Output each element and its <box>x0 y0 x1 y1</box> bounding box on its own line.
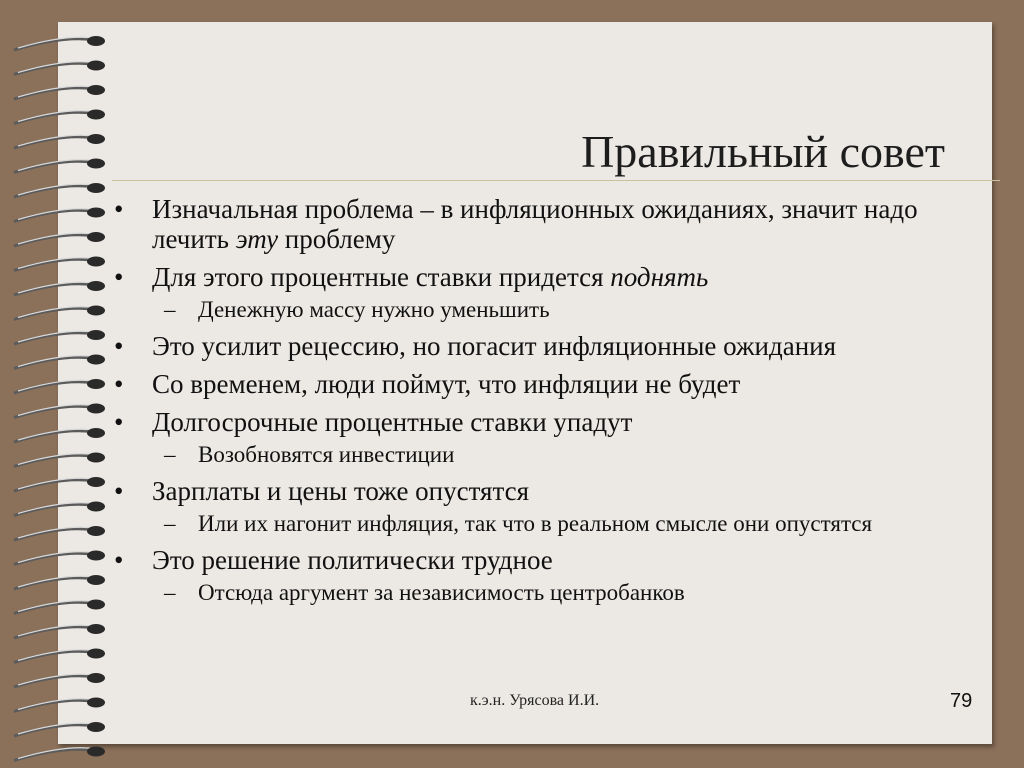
bullet-marker: • <box>114 262 124 292</box>
bullet-marker: • <box>114 194 124 224</box>
spiral-wire <box>14 406 96 417</box>
bullet-text-segment: Это усилит рецессию, но погасит инфляционные ожидания <box>152 331 837 361</box>
spiral-wire <box>14 259 96 270</box>
bullet-text-emphasis: поднять <box>610 262 709 292</box>
spiral-hole <box>87 85 105 95</box>
bullet-text <box>152 476 529 506</box>
spiral-hole <box>87 232 105 242</box>
bullet-text <box>152 331 836 361</box>
spiral-hole <box>87 747 105 757</box>
sub-bullet-text: Возобновятся инвестиции <box>198 442 455 467</box>
bullet-text <box>152 545 553 575</box>
spiral-wire <box>14 235 96 246</box>
spiral-hole <box>87 673 105 683</box>
notebook-spiral-icon <box>0 0 120 768</box>
spiral-wire <box>14 210 96 221</box>
spiral-hole <box>87 404 105 414</box>
bullet-item <box>112 194 962 254</box>
spiral-hole <box>87 379 105 389</box>
spiral-hole <box>87 257 105 267</box>
bullet-item <box>112 545 962 606</box>
page-number: 79 <box>950 690 973 712</box>
spiral-wire <box>14 63 96 74</box>
title-divider <box>112 180 1000 181</box>
spiral-wire <box>14 651 96 662</box>
spiral-wire <box>14 725 96 736</box>
spiral-hole <box>87 355 105 365</box>
sub-bullet-item <box>152 510 962 537</box>
spiral-wire <box>14 333 96 344</box>
spiral-hole <box>87 698 105 708</box>
sub-bullet-dash: – <box>164 297 176 322</box>
spiral-wire <box>14 284 96 295</box>
bullet-item <box>112 369 962 399</box>
sub-bullet-dash: – <box>164 580 176 605</box>
spiral-wire <box>14 578 96 589</box>
sub-bullet-list <box>152 579 962 606</box>
spiral-hole <box>87 330 105 340</box>
bullet-item <box>112 331 962 361</box>
spiral-hole <box>87 649 105 659</box>
slide-title: Правильный совет <box>581 126 945 177</box>
spiral-hole <box>87 502 105 512</box>
bullet-marker: • <box>114 331 124 361</box>
footer-author: к.э.н. Урясова И.И. <box>470 692 600 709</box>
bullet-marker: • <box>114 545 124 575</box>
spiral-hole <box>87 428 105 438</box>
spiral-hole <box>87 575 105 585</box>
bullet-list-container <box>112 190 962 606</box>
bullet-item <box>112 262 962 323</box>
sub-bullet-text: Денежную массу нужно уменьшить <box>198 297 550 322</box>
sub-bullet-item <box>152 441 962 468</box>
spiral-wire <box>14 553 96 564</box>
bullet-text-segment: Со временем, люди поймут, что инфляции не будет <box>152 369 741 399</box>
spiral-wire <box>14 504 96 515</box>
spiral-hole <box>87 183 105 193</box>
bullet-text <box>152 407 632 437</box>
spiral-wire <box>14 382 96 393</box>
spiral-wire <box>14 529 96 540</box>
spiral-hole <box>87 36 105 46</box>
spiral-wire <box>14 676 96 687</box>
bullet-text-segment: Это решение политически трудное <box>152 545 553 575</box>
sub-bullet-item <box>152 296 962 323</box>
bullet-text-segment: проблему <box>278 224 396 254</box>
bullet-marker: • <box>114 476 124 506</box>
sub-bullet-text: Или их нагонит инфляция, так что в реальном смысле они опустятся <box>198 511 873 536</box>
spiral-wire <box>14 627 96 638</box>
bullet-text <box>152 262 708 292</box>
bullet-text-segment: Долгосрочные процентные ставки упадут <box>152 407 633 437</box>
spiral-wire <box>14 700 96 711</box>
spiral-hole <box>87 600 105 610</box>
bullet-text-segment: Изначальная проблема – в инфляционных ожиданиях, значит надо лечить <box>152 194 918 254</box>
spiral-hole <box>87 551 105 561</box>
spiral-hole <box>87 281 105 291</box>
spiral-hole <box>87 526 105 536</box>
bullet-list <box>112 194 962 606</box>
sub-bullet-item <box>152 579 962 606</box>
spiral-hole <box>87 453 105 463</box>
spiral-wire <box>14 357 96 368</box>
bullet-text <box>152 369 740 399</box>
bullet-marker: • <box>114 369 124 399</box>
bullet-text <box>152 194 918 254</box>
sub-bullet-list <box>152 296 962 323</box>
spiral-hole <box>87 61 105 71</box>
bullet-text-segment: Для этого процентные ставки придется <box>152 262 611 292</box>
spiral-wire <box>14 308 96 319</box>
sub-bullet-dash: – <box>164 442 176 467</box>
bullet-text-emphasis: эту <box>235 224 279 254</box>
spiral-wire <box>14 602 96 613</box>
sub-bullet-text: Отсюда аргумент за независимость центробанков <box>198 580 685 605</box>
spiral-hole <box>87 306 105 316</box>
sub-bullet-list <box>152 510 962 537</box>
bullet-item <box>112 407 962 468</box>
bullet-marker: • <box>114 407 124 437</box>
spiral-wire <box>14 186 96 197</box>
spiral-wire <box>14 88 96 99</box>
spiral-wire <box>14 431 96 442</box>
bullet-item <box>112 476 962 537</box>
spiral-wire <box>14 749 96 760</box>
spiral-hole <box>87 624 105 634</box>
spiral-hole <box>87 477 105 487</box>
spiral-hole <box>87 722 105 732</box>
bullet-text-segment: Зарплаты и цены тоже опустятся <box>152 476 530 506</box>
sub-bullet-list <box>152 441 962 468</box>
spiral-wire <box>14 455 96 466</box>
spiral-hole <box>87 208 105 218</box>
sub-bullet-dash: – <box>164 511 176 536</box>
spiral-wire <box>14 480 96 491</box>
spiral-wire <box>14 39 96 50</box>
spiral-hole <box>87 110 105 120</box>
